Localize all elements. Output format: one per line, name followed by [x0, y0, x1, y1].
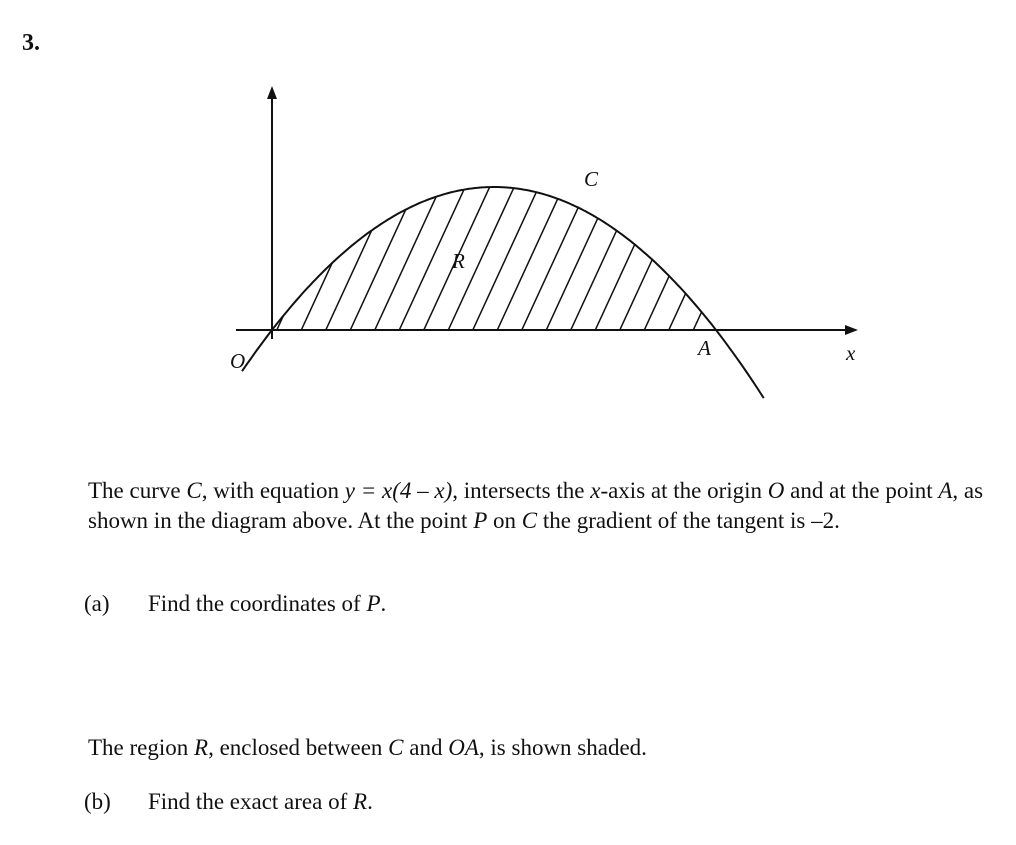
hatch-line — [348, 170, 424, 335]
hatch-line — [495, 170, 571, 335]
x-var: x — [590, 478, 601, 503]
curve-ref: C — [388, 735, 404, 760]
hatch-line — [691, 170, 767, 335]
part-b-prompt: Find the exact area of — [148, 789, 353, 814]
hatch-line — [618, 170, 694, 335]
intro-text: The curve — [88, 478, 187, 503]
intro-text: , intersects the — [452, 478, 591, 503]
region-label: R — [452, 249, 465, 273]
region-text: , enclosed between — [208, 735, 389, 760]
hatch-line — [593, 170, 669, 335]
y-axis-arrow — [267, 86, 277, 99]
hatch-line — [740, 170, 816, 335]
intro-text: on — [487, 508, 522, 533]
part-a-text — [148, 591, 386, 617]
hatch-line — [324, 170, 400, 335]
region-text: and — [403, 735, 449, 760]
part-a-label: (a) — [84, 591, 110, 616]
hatch-line — [373, 170, 449, 335]
origin-label: O — [230, 349, 246, 373]
region-paragraph — [88, 733, 998, 763]
point-a-ref: A — [938, 478, 953, 503]
curve-ref: C — [186, 478, 202, 503]
part-b-label: (b) — [84, 789, 111, 814]
point-p-ref: P — [473, 508, 488, 533]
hatch-line — [544, 170, 620, 335]
region-ref: R — [353, 789, 368, 814]
intro-text: , with equation — [201, 478, 345, 503]
intro-text: and at the point — [784, 478, 939, 503]
x-axis-arrow — [845, 325, 858, 335]
region-ref: R — [194, 735, 209, 760]
region-text: The region — [88, 735, 195, 760]
hatch-line — [520, 170, 596, 335]
question-number: 3. — [22, 30, 40, 56]
part-b-text — [148, 789, 373, 815]
curve-label: C — [584, 167, 599, 191]
hatch-line — [716, 170, 792, 335]
hatch-line — [471, 170, 547, 335]
intro-text: , as shown in the diagram above. At the point — [88, 478, 984, 533]
curve-c — [242, 187, 764, 398]
hatch-line — [299, 170, 375, 335]
point-a-label: A — [698, 336, 711, 360]
part-a-end: . — [380, 591, 387, 616]
origin-ref: O — [767, 478, 785, 503]
equation: y = x(4 – x) — [344, 478, 453, 503]
intro-paragraph — [88, 476, 998, 536]
hatch-line — [569, 170, 645, 335]
region-text: , is shown shaded. — [478, 735, 647, 760]
intro-text: the gradient of the tangent is –2. — [537, 508, 840, 533]
hatch-line — [275, 170, 351, 335]
region-hatching — [250, 170, 816, 335]
curve-ref: C — [521, 508, 538, 533]
x-axis-label: x — [846, 341, 856, 365]
intro-text: -axis at the origin — [600, 478, 768, 503]
hatch-line — [642, 170, 718, 335]
part-a-prompt: Find the coordinates of — [148, 591, 367, 616]
segment-oa-ref: OA — [448, 735, 479, 760]
point-p-ref: P — [366, 591, 381, 616]
hatch-line — [667, 170, 743, 335]
part-b-end: . — [367, 789, 373, 814]
